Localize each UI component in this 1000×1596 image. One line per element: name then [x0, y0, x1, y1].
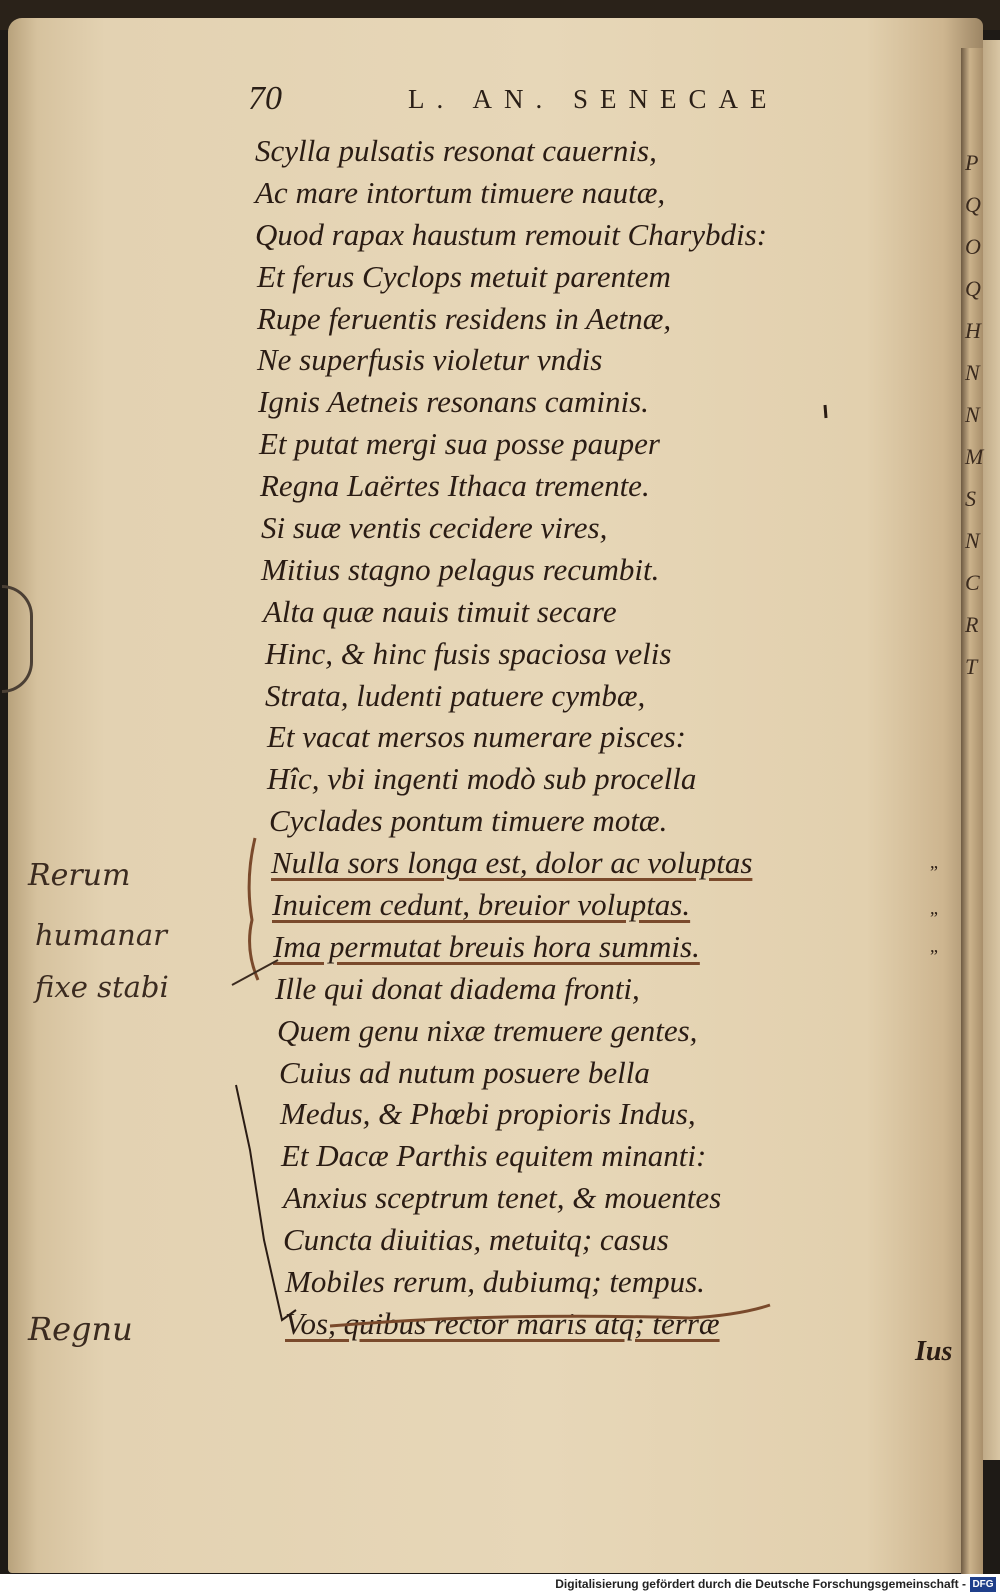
dfg-logo: DFG	[970, 1577, 996, 1592]
verse-line: Ne superfusis violetur vndis	[257, 342, 603, 378]
page-number: 70	[248, 80, 282, 117]
verse-line: Ignis Aetneis resonans caminis.	[258, 384, 649, 420]
verse-line: Hîc, vbi ingenti modò sub procella	[267, 761, 697, 797]
facing-letter: M	[965, 444, 984, 469]
facing-letter: R	[965, 612, 979, 637]
marginal-note: Rerum	[28, 858, 131, 893]
verse-line: Si suæ ventis cecidere vires,	[261, 510, 608, 546]
facing-letter: T	[965, 654, 978, 679]
verse-line: Ille qui donat diadema fronti,	[275, 970, 640, 1006]
verse-line: Ima permutat breuis hora summis.	[273, 928, 700, 964]
footer-bar	[0, 1574, 1000, 1596]
verse-line: Cuius ad nutum posuere bella	[279, 1054, 650, 1090]
facing-letter: O	[965, 234, 981, 259]
verse-line: Et vacat mersos numerare pisces:	[267, 719, 686, 755]
verse-line: Cuncta diuitias, metuitq; casus	[283, 1222, 669, 1258]
facing-letter: C	[965, 570, 980, 595]
underline-stroke	[330, 1305, 770, 1326]
marginal-note: fixe stabi	[35, 970, 169, 1004]
marginal-note: humanar	[35, 918, 167, 952]
quote-mark: „	[930, 936, 938, 956]
verse-line: Scylla pulsatis resonat cauernis,	[255, 133, 657, 168]
verse-line: Et ferus Cyclops metuit parentem	[257, 258, 671, 294]
verse-line: Quod rapax haustum remouit Charybdis:	[255, 216, 768, 252]
margin-line	[236, 1085, 296, 1320]
verse-line: Hinc, & hinc fusis spaciosa velis	[265, 635, 672, 671]
facing-letter: N	[965, 360, 980, 385]
catchword: Ius	[915, 1336, 953, 1367]
facing-letter: P	[965, 150, 979, 175]
marginal-note: Regnu	[28, 1310, 133, 1348]
verse-line: Medus, & Phœbi propioris Indus,	[280, 1096, 696, 1132]
verse-line: Vos, quibus rector maris atq; terræ	[285, 1305, 720, 1341]
verse-line: Rupe feruentis residens in Aetnæ,	[257, 300, 672, 336]
verse-line: Nulla sors longa est, dolor ac voluptas	[271, 845, 753, 881]
facing-page-fragment	[965, 150, 983, 696]
running-head: L. AN. SENECAE	[408, 84, 779, 114]
verse-line: Inuicem cedunt, breuior voluptas.	[272, 887, 691, 923]
quote-mark: „	[930, 852, 938, 872]
verse-line: Alta quæ nauis timuit secare	[263, 593, 617, 629]
verse-line: Anxius sceptrum tenet, & mouentes	[283, 1180, 722, 1216]
facing-letter: Q	[965, 192, 981, 217]
margin-bracket	[249, 838, 258, 980]
facing-letter: Q	[965, 276, 981, 301]
verse-line: Mitius stagno pelagus recumbit.	[261, 551, 660, 587]
verse-line: Et Dacæ Parthis equitem minanti:	[281, 1138, 707, 1174]
verse-line: Quem genu nixæ tremuere gentes,	[277, 1012, 698, 1048]
footer-credit: Digitalisierung gefördert durch die Deutsche Forschungsgemeinschaft -	[555, 1577, 966, 1591]
pointer-stroke	[232, 960, 278, 985]
ink-mark	[825, 405, 826, 418]
quote-mark: „	[930, 898, 938, 918]
verse-line: Ac mare intortum timuere nautæ,	[255, 174, 666, 210]
verse-line: Et putat mergi sua posse pauper	[259, 426, 660, 462]
verse-line: Strata, ludenti patuere cymbæ,	[265, 677, 646, 713]
facing-letter: N	[965, 528, 980, 553]
facing-letter: S	[965, 486, 976, 511]
verse-line: Mobiles rerum, dubiumq; tempus.	[285, 1264, 705, 1300]
verse-line: Regna Laërtes Ithaca tremente.	[260, 468, 650, 504]
facing-letter: N	[965, 402, 980, 427]
verse-line: Cyclades pontum timuere motæ.	[269, 803, 668, 839]
facing-letter: H	[965, 318, 981, 343]
